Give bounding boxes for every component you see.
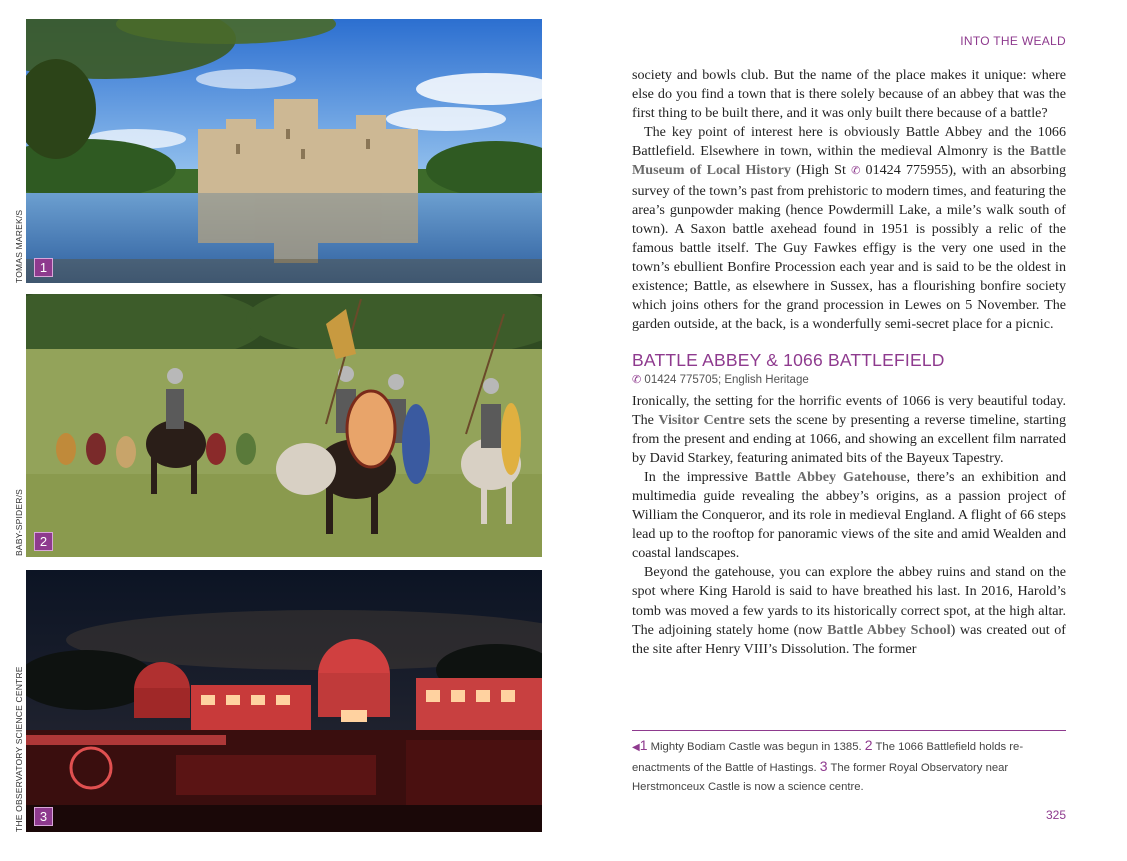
castle-photo xyxy=(26,19,542,283)
paragraph-5-text-a: Beyond the gatehouse, you can explore the abbey ruins and stand on the spot where King Harold is said to have breathed his last. In 2016, Harold’s tomb was moved a few yards to its historically correct spot, at the high altar. The adjoining stately home (now xyxy=(632,564,1066,638)
caption-text-1: Mighty Bodiam Castle was begun in 1385. xyxy=(647,741,865,753)
visitor-centre-link[interactable]: Visitor Centre xyxy=(658,411,745,428)
paragraph-3 xyxy=(632,392,1066,468)
battle-abbey-school-link[interactable]: Battle Abbey School xyxy=(827,621,951,638)
paragraph-2-text-a: The key point of interest here is obviously Battle Abbey and the 1066 Battlefield. Elsewhere in town, within the medieval Almonry is the xyxy=(632,124,1066,160)
phone-icon: ✆ xyxy=(851,165,861,178)
photo-credit-2: BABY-SPIDER/S xyxy=(14,488,24,556)
paragraph-2 xyxy=(632,123,1066,334)
section-title: BATTLE ABBEY & 1066 BATTLEFIELD xyxy=(632,350,945,371)
page-number: 325 xyxy=(1045,808,1066,822)
running-head: INTO THE WEALD xyxy=(960,34,1066,48)
paragraph-3-text-b: sets the scene by presenting a reverse timeline, starting from the present and ending at 1066, and showing an excellent film narrated by David Starkey, featuring animated bits of the Bayeux Tapestry. xyxy=(632,411,1067,466)
paragraph-2-text-c: 01424 775955), with an absorbing survey of the town’s past from prehistoric to modern times, and featuring the area’s gunpowder making (hence Powdermill Lake, a mile’s walk south of town). A Saxon battle axehead found in 1951 is possibly a relic of the famous battle itself. The Guy Fawkes effigy is the very one used in the town’s ebullient Bonfire Procession each year and is said to be the oldest in existence; Battle, as elsewhere in Sussex, has a flourishing bonfire society which joins others for the grand procession in Lewes on 5 November. The garden outside, at the back, is a wonderfully semi-secret place for a picnic. xyxy=(632,162,1066,333)
body-text xyxy=(632,66,1066,659)
caption-number-3: 3 xyxy=(819,758,828,774)
paragraph-5-text-b: ) was created out of the site after Henry VIII’s Dissolution. The former xyxy=(632,621,1066,657)
photo-caption xyxy=(632,736,1066,797)
battle-museum-link[interactable]: Battle Museum of Local History xyxy=(632,143,1066,179)
battle-abbey-gatehouse-link[interactable]: Battle Abbey Gatehouse xyxy=(754,468,907,485)
photo-badge-3: 3 xyxy=(34,807,53,826)
left-arrow-icon: ◀ xyxy=(632,742,640,753)
paragraph-4-text-a: In the impressive xyxy=(644,468,755,485)
photo-badge-2: 2 xyxy=(34,532,53,551)
section-meta xyxy=(632,371,1066,390)
battle-reenactment-photo xyxy=(26,294,542,557)
paragraph-3-text-a: Ironically, the setting for the horrific events of 1066 is very beautiful today. The xyxy=(632,392,1066,428)
paragraph-4-text-b: , there’s an exhibition and multimedia guide revealing the abbey’s origins, as a passion project of William the Conqueror, and its role in medieval England. A flight of 66 steps lead up to the rooftop for panoramic views of the site and amid Wealden and coastal landscapes. xyxy=(632,468,1067,562)
paragraph-4 xyxy=(632,468,1066,563)
paragraph-2-text-b: (High St xyxy=(790,162,852,179)
photo-credit-3: THE OBSERVATORY SCIENCE CENTRE xyxy=(14,666,24,832)
phone-icon: ✆ xyxy=(632,374,642,387)
caption-number-2: 2 xyxy=(864,737,873,753)
caption-number-1: 1 xyxy=(639,737,648,753)
paragraph-1: society and bowls club. But the name of the place makes it unique: where else do you find a town that is there solely because of an abbey that was the first thing to be built there, and it was only built there because of a battle? xyxy=(632,67,1066,122)
caption-text-3: The former Royal Observatory near Herstmonceux Castle is now a science centre. xyxy=(632,762,1009,793)
observatory-photo xyxy=(26,570,542,832)
caption-divider xyxy=(632,730,1066,731)
caption-text-2: The 1066 Battlefield holds re-enactments of the Battle of Hastings. xyxy=(632,741,1024,774)
paragraph-5 xyxy=(632,563,1066,658)
section-meta-text: 01424 775705; English Heritage xyxy=(644,374,809,387)
photo-badge-1: 1 xyxy=(34,258,53,277)
photo-credit-1: TOMAS MAREK/S xyxy=(14,209,24,283)
